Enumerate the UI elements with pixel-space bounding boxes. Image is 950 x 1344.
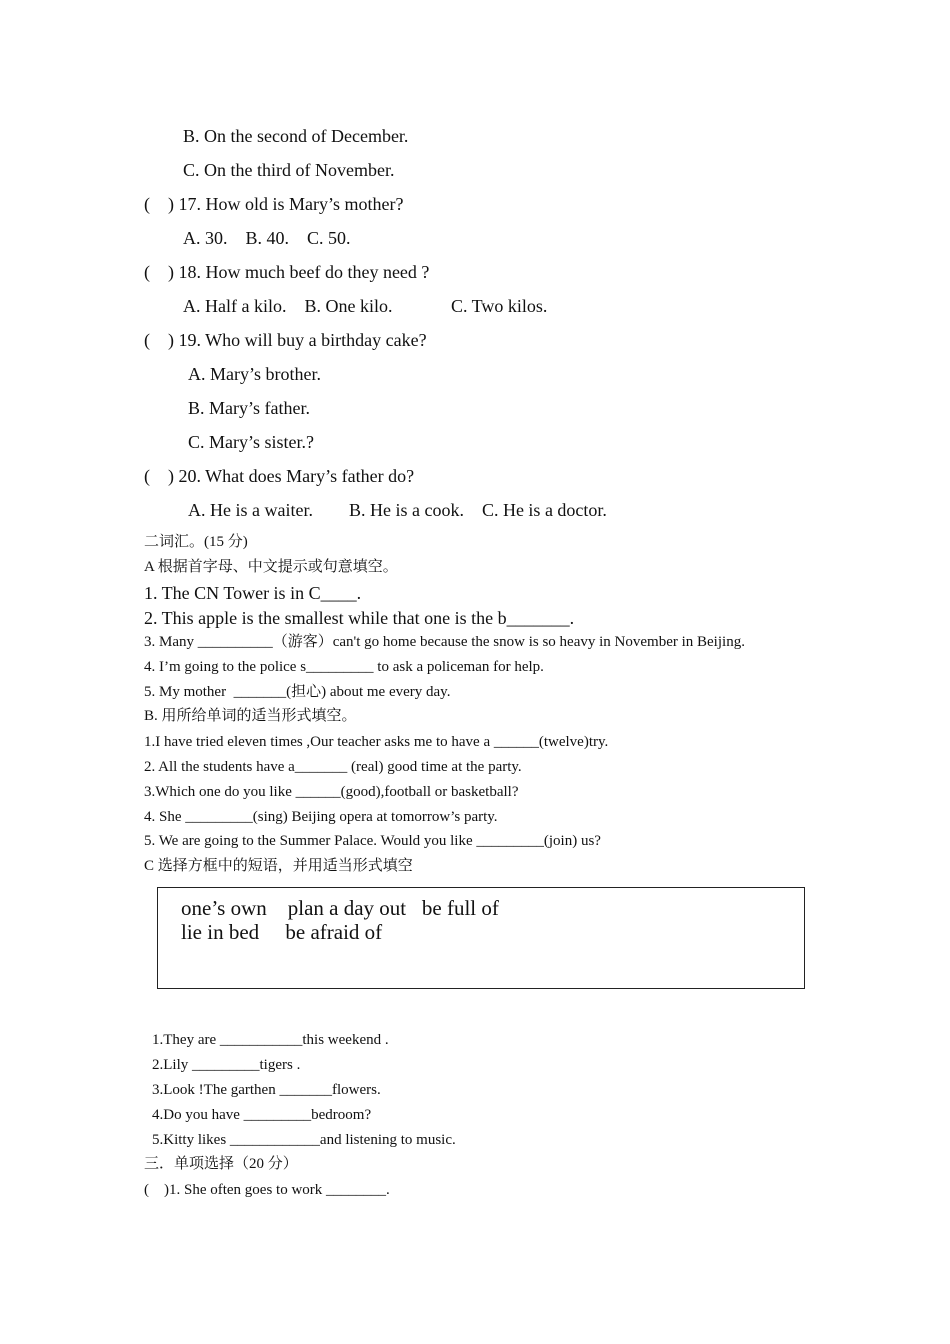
phrase-box-line-1: one’s own plan a day out be full of [181, 896, 499, 920]
q19-option-b: B. Mary’s father. [188, 398, 310, 418]
q19-stem: ( ) 19. Who will buy a birthday cake? [144, 330, 427, 350]
vocab-part-c-title: C 选择方框中的短语，并用适当形式填空 [144, 858, 413, 874]
q19-option-a: A. Mary’s brother. [188, 364, 321, 384]
vocab-heading: 二词汇。(15 分) [144, 534, 248, 550]
vocab-c-item-2: 2.Lily _________tigers . [152, 1057, 301, 1073]
phrase-box-line-2: lie in bed be afraid of [181, 920, 383, 944]
vocab-b-item-1: 1.I have tried eleven times ,Our teacher asks me to have a ______(twelve)try. [144, 734, 609, 750]
q20-stem: ( ) 20. What does Mary’s father do? [144, 466, 415, 486]
choice-heading: 三．单项选择（20 分） [144, 1156, 298, 1172]
vocab-b-item-2: 2. All the students have a_______ (real) good time at the party. [144, 759, 522, 775]
q17-stem: ( ) 17. How old is Mary’s mother? [144, 194, 404, 214]
q18-options: A. Half a kilo. B. One kilo. C. Two kilos. [183, 296, 548, 316]
vocab-part-a-title: A 根据首字母、中文提示或句意填空。 [144, 559, 398, 575]
q20-options: A. He is a waiter. B. He is a cook. C. He is a doctor. [188, 500, 607, 520]
choice-q1: ( )1. She often goes to work ________. [144, 1182, 390, 1198]
vocab-b-item-3: 3.Which one do you like ______(good),football or basketball? [144, 784, 519, 800]
q16-option-c: C. On the third of November. [183, 160, 395, 180]
q18-stem: ( ) 18. How much beef do they need ? [144, 262, 430, 282]
vocab-a-item-1: 1. The CN Tower is in C____. [144, 583, 362, 603]
vocab-c-item-3: 3.Look !The garthen _______flowers. [152, 1082, 381, 1098]
phrase-box [157, 887, 805, 989]
vocab-a-item-4: 4. I’m going to the police s_________ to ask a policeman for help. [144, 659, 544, 675]
vocab-c-item-4: 4.Do you have _________bedroom? [152, 1107, 372, 1123]
vocab-part-b-title: B. 用所给单词的适当形式填空。 [144, 708, 357, 724]
vocab-a-item-3: 3. Many __________（游客）can't go home because the snow is so heavy in November in Beijing. [144, 634, 745, 650]
q16-option-b: B. On the second of December. [183, 126, 409, 146]
q19-option-c: C. Mary’s sister.? [188, 432, 314, 452]
q17-options: A. 30. B. 40. C. 50. [183, 228, 351, 248]
vocab-a-item-2: 2. This apple is the smallest while that one is the b_______. [144, 608, 575, 628]
vocab-a-item-5: 5. My mother _______(担心) about me every day. [144, 684, 451, 700]
vocab-b-item-5: 5. We are going to the Summer Palace. Would you like _________(join) us? [144, 833, 601, 849]
vocab-b-item-4: 4. She _________(sing) Beijing opera at tomorrow’s party. [144, 809, 498, 825]
vocab-c-item-5: 5.Kitty likes ____________and listening to music. [152, 1132, 456, 1148]
vocab-c-item-1: 1.They are ___________this weekend . [152, 1032, 389, 1048]
